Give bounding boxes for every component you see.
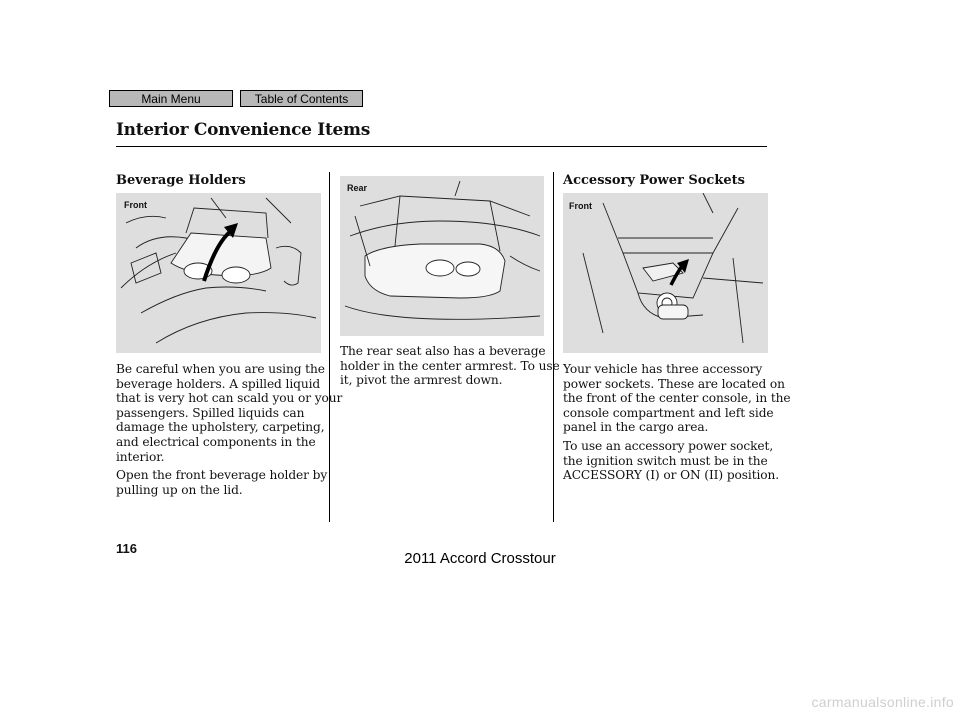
column-divider-1 — [329, 172, 330, 522]
front-socket-figure-label: Front — [569, 201, 592, 211]
watermark: carmanualsonline.info — [811, 694, 954, 710]
beverage-warning-paragraph: Be careful when you are using the beverage holders. A spilled liquid that is very hot can scald you or your passengers. Spilled liquids can damage the upholstery, carpeting, and electrical components in the interior. — [116, 362, 343, 464]
accessory-power-sockets-heading: Accessory Power Sockets — [563, 173, 745, 188]
power-sockets-usage-paragraph: To use an accessory power socket, the ignition switch must be in the ACCESSORY (I) or ON (II) position. — [563, 439, 780, 483]
power-socket-illustration — [563, 193, 768, 353]
power-sockets-location-paragraph: Your vehicle has three accessory power sockets. These are located on the front of the center console, in the console compartment and left side panel in the cargo area. — [563, 362, 791, 435]
front-beverage-holder-figure — [116, 193, 321, 353]
title-divider — [116, 146, 767, 147]
power-socket-figure — [563, 193, 768, 353]
beverage-holders-heading: Beverage Holders — [116, 173, 246, 188]
main-menu-button[interactable]: Main Menu — [109, 90, 233, 107]
rear-beverage-holder-figure — [340, 176, 544, 336]
rear-holder-paragraph: The rear seat also has a beverage holder in the center armrest. To use it, pivot the armrest down. — [340, 344, 560, 388]
page-number: 116 — [116, 541, 137, 556]
front-beverage-holder-illustration — [116, 193, 321, 353]
rear-figure-label: Rear — [347, 183, 368, 193]
front-figure-label: Front — [124, 200, 147, 210]
beverage-open-paragraph: Open the front beverage holder by pulling up on the lid. — [116, 468, 328, 497]
footer-model-name: 2011 Accord Crosstour — [404, 550, 556, 567]
section-title: Interior Convenience Items — [116, 120, 370, 140]
rear-armrest-illustration — [340, 176, 544, 336]
table-of-contents-button[interactable]: Table of Contents — [240, 90, 363, 107]
